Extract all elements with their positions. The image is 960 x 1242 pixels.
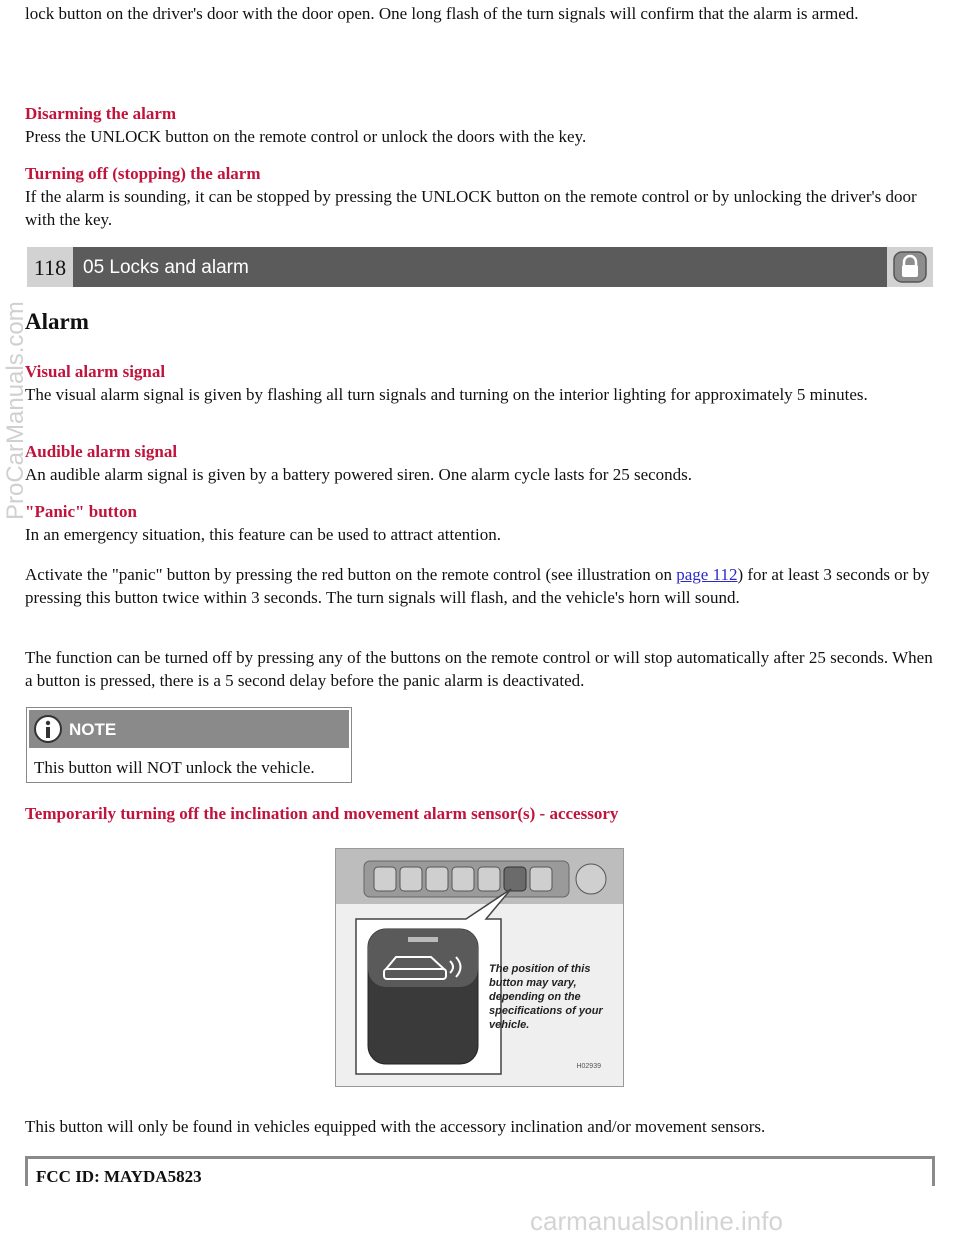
page-number: 118 [27, 247, 73, 287]
panic-section [25, 500, 935, 546]
button-location-illustration [335, 848, 624, 1087]
bottom-watermark: carmanualsonline.info [530, 1206, 783, 1236]
audible-text: An audible alarm signal is given by a battery powered siren. One alarm cycle lasts for 25 seconds. [25, 465, 693, 484]
disarming-heading: Disarming the alarm [25, 104, 177, 123]
info-icon [33, 714, 63, 750]
audible-heading: Audible alarm signal [25, 442, 178, 461]
audible-alarm-section [25, 440, 935, 486]
figure-code: H02939 [576, 1063, 601, 1070]
disarming-text: Press the UNLOCK button on the remote control or unlock the doors with the key. [25, 127, 587, 146]
note-box [26, 707, 352, 783]
visual-alarm-section [25, 360, 935, 406]
panic-activate-paragraph [25, 563, 935, 609]
turning-off-text: If the alarm is sounding, it can be stopped by pressing the UNLOCK button on the remote control or by unlocking the driver's door with the key. [25, 187, 917, 229]
chapter-title: 05 Locks and alarm [83, 256, 249, 278]
lock-icon [887, 247, 933, 287]
page-title: Alarm [25, 309, 89, 334]
note-text: This button will NOT unlock the vehicle. [34, 758, 315, 777]
sensor-text: This button will only be found in vehicles equipped with the accessory inclination and/or movement sensors. [25, 1117, 766, 1136]
panic-text-2-after: ) for at least 3 seconds or by pressing this button twice within 3 seconds. The turn signals will flash, and the vehicle's horn will sound. [25, 565, 930, 607]
fcc-id: FCC ID: MAYDA5823 [36, 1167, 202, 1186]
panic-text-2-before: Activate the "panic" button by pressing the red button on the remote control (see illustration on [25, 565, 677, 584]
note-header [29, 710, 349, 748]
chapter-header-bar [27, 247, 933, 287]
turning-off-heading: Turning off (stopping) the alarm [25, 164, 261, 183]
fcc-box [25, 1156, 935, 1186]
sensor-heading: Temporarily turning off the inclination and movement alarm sensor(s) - accessory [25, 804, 619, 823]
left-watermark: ProCarManuals.com [2, 301, 29, 520]
panic-text-1: In an emergency situation, this feature can be used to attract attention. [25, 525, 501, 544]
intro-paragraph: lock button on the driver's door with the door open. One long flash of the turn signals will confirm that the alarm is armed. [25, 4, 859, 23]
disarming-section [25, 102, 935, 148]
visual-text: The visual alarm signal is given by flashing all turn signals and turning on the interior lighting for approximately 5 minutes. [25, 385, 868, 404]
page-112-link[interactable]: page 112 [676, 565, 738, 584]
panic-text-3: The function can be turned off by pressing any of the buttons on the remote control or will stop automatically after 25 seconds. When a button is pressed, there is a 5 second delay before the panic alarm is deactivated. [25, 648, 933, 690]
figure-caption: The position of this button may vary, depending on the specifications of your vehicle. [489, 963, 603, 1031]
note-label: NOTE [69, 720, 117, 739]
visual-heading: Visual alarm signal [25, 362, 166, 381]
turning-off-section [25, 162, 935, 231]
panic-heading: "Panic" button [25, 502, 137, 521]
